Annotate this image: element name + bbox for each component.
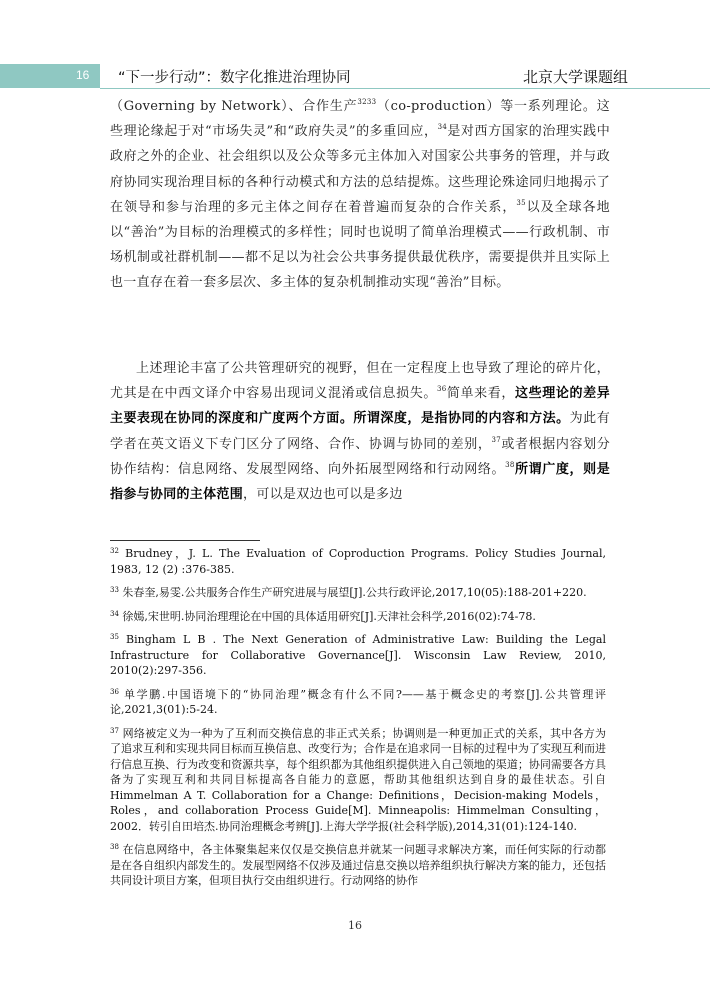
header-title: “下一步行动”：数字化推进治理协同 (118, 70, 351, 86)
footnote-32: $^{32}$ Brudney，J. L. The Evaluation of Coproduction Programs. Policy Studies Journal, 1983, 12 (2) :376-385. (110, 547, 606, 576)
body-paragraph-1: （Governing by Network）、合作生产$^{3233}$（co-production）等一系列理论。这些理论缘起于对“市场失灵”和“政府失灵”的多重回应，$^{34}$是对西方国家的治理实践中政府之外的企业、社会组织以及公众等多元主体加入对国家公共事务的管理，并与政府协同实现治理目标的各种行动模式和方法的总结提炼。这些理论殊途同归地揭示了在领导和参与治理的多元主体之间存在着普遍而复杂的合作关系，$^{35}$以及全球各地以“善治”为目标的治理模式的多样性；同时也说明了简单治理模式——行政机制、市场机制或社群机制——都不足以为社会公共事务提供最优秩序，需要提供并且实际上也一直存在着一套多层次、多主体的复杂机制推动实现“善治”目标。 (110, 98, 610, 291)
bold-emphasis: 所谓广度，则是指参与协同的主体范围 (110, 461, 610, 503)
footnote-37: $^{37}$ 网络被定义为一种为了互利而交换信息的非正式关系；协调则是一种更加正式的关系，其中各方为了追求互利和实现共同目标而互换信息、改变行为；合作是在追求同一目标的过程中为了实现互利而进行信息互换、行为改变和资源共享，每个组织都为其他组织提供进入自己领地的渠道；协同需要各方具备为了实现互利和共同目标提高各自能力的意愿，帮助其他组织达到自身的最佳状态。引自 Himmelman A T. Collaboration for a Change: Definitions，Decision-making Models，Roles，and collaboration Process Guide[M]. Minneapolis: Himmelman Consulting，2002．转引自田培杰.协同治理概念考辨[J].上海大学学报(社会科学版),2014,31(01):124-140. (110, 726, 606, 833)
footnote-separator (110, 540, 260, 541)
page-number-bottom: 16 (348, 919, 362, 932)
bold-emphasis: 这些理论的差异主要表现在协同的深度和广度两个方面。所谓深度，是指协同的内容和方法。 (110, 386, 610, 427)
header-organization: 北京大学课题组 (522, 68, 628, 86)
footnote-35: $^{35}$ Bingham L B . The Next Generation of Administrative Law: Building the Legal Infrastructure for Collaborative Governance[J]. Wisconsin Law Review, 2010, 2010(2):297-356. (110, 633, 606, 677)
footnote-38: $^{38}$ 在信息网络中，各主体聚集起来仅仅是交换信息并就某一问题寻求解决方案，而任何实际的行动都是在各自组织内部发生的。发展型网络不仅涉及通过信息交换以培养组织执行解决方案的能力，还包括共同设计项目方案，但项目执行交由组织进行。行动网络的协作 (110, 843, 606, 887)
body-paragraph-2: 上述理论丰富了公共管理研究的视野，但在一定程度上也导致了理论的碎片化，尤其是在中西文译介中容易出现词义混淆或信息损失。$^{36}$简单来看，这些理论的差异主要表现在协同的深度和广度两个方面。所谓深度，是指协同的内容和方法。为此有学者在英文语义下专门区分了网络、合作、协调与协同的差别，$^{37}$或者根据内容划分协作结构：信息网络、发展型网络、向外拓展型网络和行动网络。$^{38}$所谓广度，则是指参与协同的主体范围，可以是双边也可以是多边 (110, 361, 610, 503)
footnote-ref: 38 (505, 460, 515, 469)
footnotes (110, 546, 606, 897)
footnote-34: $^{34}$ 徐嫣,宋世明.协同治理理论在中国的具体适用研究[J].天津社会科学,2016(02):74-78. (110, 609, 536, 623)
footnote-ref: 34 (437, 123, 448, 132)
footnote-ref: 37 (491, 435, 501, 444)
page-header (0, 64, 710, 88)
header-rule (100, 88, 710, 89)
footnote-ref: 35 (516, 198, 526, 207)
footnote-36: $^{36}$ 单学鹏.中国语境下的“协同治理”概念有什么不同?——基于概念史的考察[J].公共管理评论,2021,3(01):5-24. (110, 687, 606, 716)
header-page-number: 16 (76, 68, 90, 82)
footnote-33: $^{33}$ 朱春奎,易雯.公共服务合作生产研究进展与展望[J].公共行政评论,2017,10(05):188-201+220. (110, 586, 587, 599)
footnote-ref: 3233 (357, 98, 377, 106)
footnote-ref: 36 (436, 385, 447, 394)
